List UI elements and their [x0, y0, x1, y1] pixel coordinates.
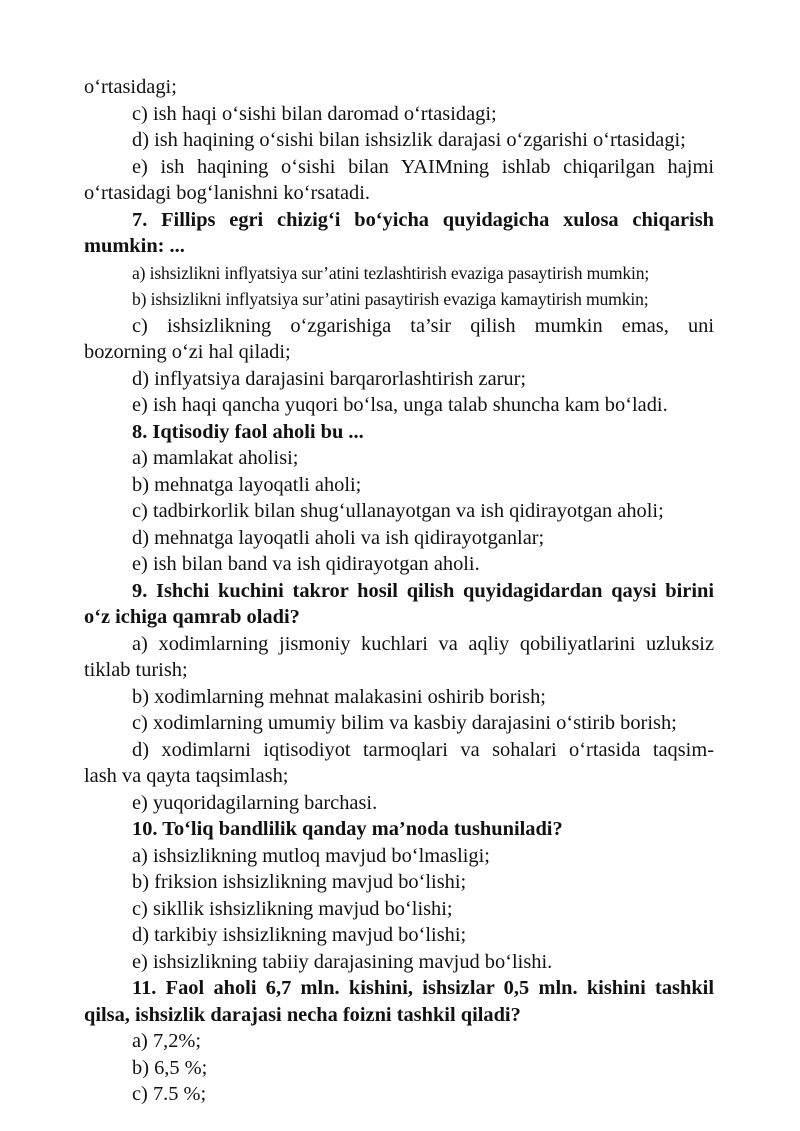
prev-answer-continuation: o‘rtasidagi;	[84, 76, 177, 98]
question-11-option-b: b) 6,5 %;	[132, 1056, 208, 1079]
prev-option-c: c) ish haqi o‘sishi bilan daromad o‘rtasidagi;	[132, 102, 497, 125]
question-11-line2: qilsa, ishsizlik darajasi necha foizni tashkil qiladi?	[84, 1003, 521, 1026]
question-9-option-d-line1: d) xodimlarni iqtisodiyot tarmoqlari va sohalari o‘rtasida taqsim-	[132, 738, 714, 761]
question-10-title: 10. To‘liq bandlilik qanday ma’noda tushuniladi?	[132, 818, 563, 840]
prev-option-e-line1: e) ish haqining o‘sishi bilan YAIMning ishlab chiqarilgan hajmi	[132, 155, 714, 178]
question-9-line1: 9. Ishchi kuchini takror hosil qilish quyidagidardan qaysi birini	[132, 579, 714, 602]
question-11-option-c: c) 7.5 %;	[132, 1083, 207, 1105]
question-7-option-a: a) ishsizlikni inflyatsiya sur’atini tezlashtirish evaziga pasaytirish mumkin;	[132, 262, 650, 283]
prev-option-d: d) ish haqining o‘sishi bilan ishsizlik darajasi o‘zgarishi o‘rtasidagi;	[132, 129, 686, 151]
question-7-option-e: e) ish haqi qancha yuqori bo‘lsa, unga talab shuncha kam bo‘ladi.	[132, 394, 668, 416]
question-9-option-b: b) xodimlarning mehnat malakasini oshirib borish;	[132, 685, 546, 708]
question-8-option-c: c) tadbirkorlik bilan shug‘ullanayotgan va ish qidirayotgan aholi;	[132, 500, 664, 522]
question-10-option-b: b) friksion ishsizlikning mavjud bo‘lishi;	[132, 871, 467, 893]
question-9-option-c: c) xodimlarning umumiy bilim va kasbiy darajasini o‘stirib borish;	[132, 712, 677, 734]
prev-option-e-line2: o‘rtasidagi bog‘lanishni ko‘rsatadi.	[84, 182, 370, 204]
question-7-line1: 7. Fillips egri chizig‘i bo‘yicha quyidagicha xulosa chiqarish	[132, 208, 714, 231]
question-8-option-e: e) ish bilan band va ish qidirayotgan aholi.	[132, 553, 480, 575]
question-7-option-c-line1: c) ishsizlikning o‘zgarishiga ta’sir qilish mumkin emas, uni	[132, 314, 714, 337]
question-8-option-b: b) mehnatga layoqatli aholi;	[132, 473, 362, 496]
question-9-option-a-line2: tiklab turish;	[84, 659, 188, 681]
question-7-option-d: d) inflyatsiya darajasini barqarorlashtirish zarur;	[132, 367, 527, 390]
question-10-option-c: c) sikllik ishsizlikning mavjud bo‘lishi;	[132, 897, 453, 920]
question-11-option-a: a) 7,2%;	[132, 1030, 202, 1052]
question-9-option-d-line2: lash va qayta taqsimlash;	[84, 765, 289, 787]
question-8-option-d: d) mehnatga layoqatli aholi va ish qidirayotganlar;	[132, 526, 545, 549]
question-7-option-b: b) ishsizlikni inflyatsiya sur’atini pasaytirish evaziga kamaytirish mumkin;	[132, 289, 649, 309]
question-10-option-a: a) ishsizlikning mutloq mavjud bo‘lmasligi;	[132, 844, 490, 867]
question-9-line2: o‘z ichiga qamrab oladi?	[84, 606, 300, 628]
question-9-option-e: e) yuqoridagilarning barchasi.	[132, 791, 378, 814]
question-8-option-a: a) mamlakat aholisi;	[132, 447, 299, 469]
question-9-option-a-line1: a) xodimlarning jismoniy kuchlari va aqliy qobiliyatlarini uzluksiz	[132, 632, 714, 655]
page-content	[84, 74, 714, 1108]
question-7-option-c-line2: bozorning o‘zi hal qiladi;	[84, 341, 291, 363]
question-10-option-e: e) ishsizlikning tabiiy darajasining mavjud bo‘lishi.	[132, 950, 553, 973]
question-8-title: 8. Iqtisodiy faol aholi bu ...	[132, 420, 364, 443]
question-10-option-d: d) tarkibiy ishsizlikning mavjud bo‘lishi;	[132, 924, 467, 946]
question-11-line1: 11. Faol aholi 6,7 mln. kishini, ishsizlar 0,5 mln. kishini tashkil	[132, 977, 714, 999]
question-7-line2: mumkin: ...	[84, 235, 185, 257]
